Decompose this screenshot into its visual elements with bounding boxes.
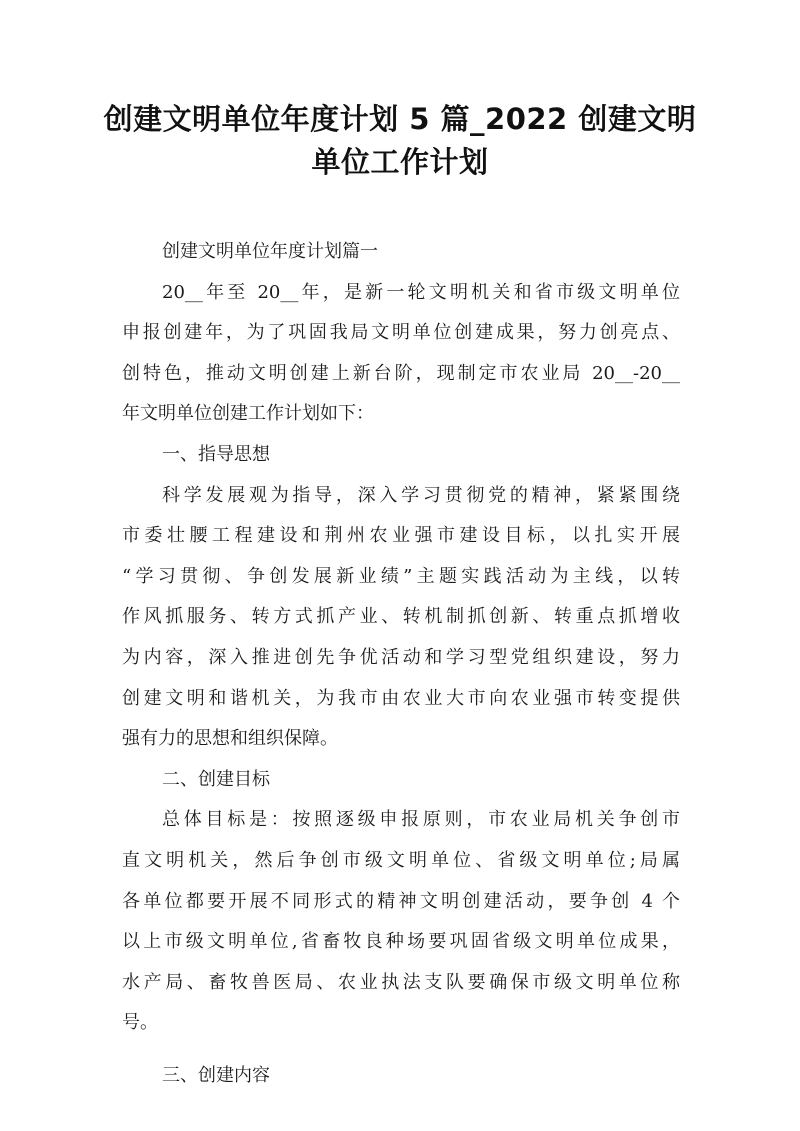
guiding-line-2: 市委壮腰工程建设和荆州农业强市建设目标，以扎实开展 [122, 525, 680, 547]
intro-paragraph [122, 273, 680, 435]
section-heading-paragraph [122, 232, 680, 273]
goal-line-1: 总体目标是：按照逐级申报原则，市农业局机关争创市 [162, 809, 680, 831]
guiding-line-5: 为内容，深入推进创先争优活动和学习型党组织建设，努力 [122, 646, 680, 668]
intro-line-3: 创特色，推动文明创建上新台阶，现制定市农业局 20__-20__ [122, 362, 680, 384]
heading-guiding-paragraph [122, 435, 680, 476]
guiding-line-1: 科学发展观为指导，深入学习贯彻党的精神，紧紧围绕 [162, 484, 680, 506]
guiding-line-4: 作风抓服务、转方式抓产业、转机制抓创新、转重点抓增收 [122, 606, 680, 628]
title-line-2: 单位工作计划 [311, 145, 489, 179]
guiding-line-3: “学习贯彻、争创发展新业绩”主题实践活动为主线，以转 [122, 565, 680, 587]
intro-line-4: 年文明单位创建工作计划如下： [122, 403, 374, 425]
heading-guiding-thought: 一、指导思想 [162, 443, 270, 465]
guiding-paragraph [122, 476, 680, 760]
goal-line-6: 号。 [122, 1012, 158, 1034]
heading-goals-paragraph [122, 760, 680, 801]
document-title [100, 98, 700, 184]
section-heading: 创建文明单位年度计划篇一 [162, 241, 378, 262]
heading-content-paragraph [122, 1056, 680, 1097]
paragraph-gap [122, 1044, 680, 1056]
document-body [122, 232, 680, 1096]
title-line-1: 创建文明单位年度计划 5 篇_2022 创建文明 [103, 102, 697, 136]
goal-line-5: 水产局、畜牧兽医局、农业执法支队要确保市级文明单位称 [122, 971, 680, 993]
guiding-line-7: 强有力的思想和组织保障。 [122, 728, 338, 750]
goal-line-3: 各单位都要开展不同形式的精神文明创建活动，要争创 4 个 [122, 890, 680, 912]
heading-creation-content: 三、创建内容 [162, 1064, 270, 1086]
guiding-line-6: 创建文明和谐机关，为我市由农业大市向农业强市转变提供 [122, 687, 680, 709]
goal-line-2: 直文明机关，然后争创市级文明单位、省级文明单位;局属 [122, 849, 680, 871]
goals-paragraph [122, 800, 680, 1044]
intro-line-1: 20__年至 20__年，是新一轮文明机关和省市级文明单位 [162, 281, 680, 303]
goal-line-4: 以上市级文明单位,省畜牧良种场要巩固省级文明单位成果， [122, 931, 680, 953]
heading-creation-goals: 二、创建目标 [162, 768, 270, 790]
intro-line-2: 申报创建年，为了巩固我局文明单位创建成果，努力创亮点、 [122, 322, 680, 344]
